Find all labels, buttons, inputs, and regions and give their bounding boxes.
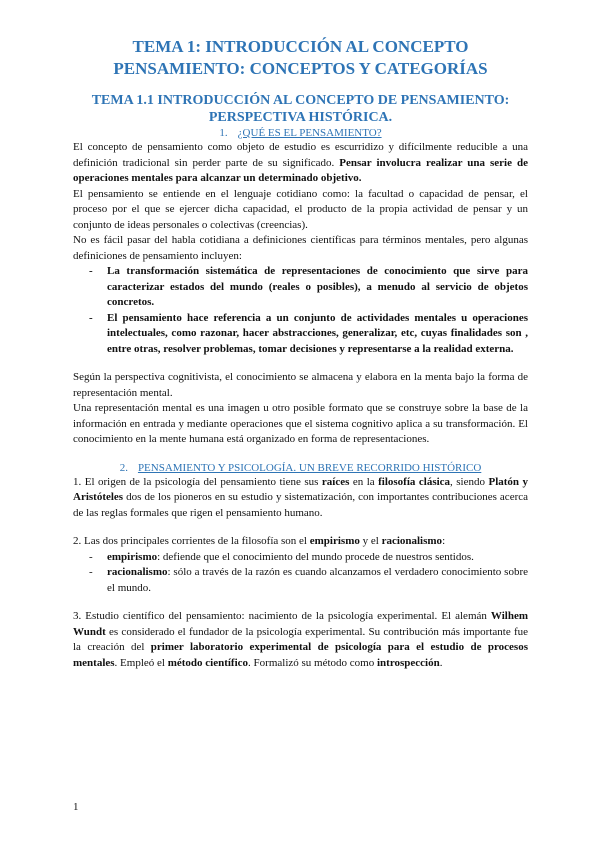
paragraph-4: Según la perspectiva cognitivista, el conocimiento se almacena y elabora en la menta bajo la forma de representación mental. xyxy=(73,371,528,399)
current-item-empirismo: - empirismo: defiende que el conocimiento del mundo procede de nuestros sentidos. xyxy=(89,550,528,566)
paragraph-3: No es fácil pasar del habla cotidiana a definiciones científicas para términos mentales, pero algunas definiciones de pensamiento incluyen: xyxy=(73,234,528,262)
current-item-racionalismo: - racionalismo: sólo a través de la razón es cuando alcanzamos el verdadero conocimiento sobre el mundo. xyxy=(89,565,528,596)
page-number: 1 xyxy=(73,801,79,813)
paragraph-1-bold: Pensar involucra realizar una serie de operaciones mentales para alcanzar un determinado objetivo. xyxy=(73,156,528,184)
definition-item: - El pensamiento hace referencia a un conjunto de actividades mentales u operaciones intelectuales, como razonar, hacer abstracciones, generalizar, etc, cuyas finalidades son , entre otras, resolver problemas, tomar decisiones y representarse a la realidad externa. xyxy=(89,311,528,358)
document-subtitle: TEMA 1.1 INTRODUCCIÓN AL CONCEPTO DE PENSAMIENTO: PERSPECTIVA HISTÓRICA. xyxy=(91,93,510,125)
section-1-number: 1. xyxy=(219,127,228,139)
paragraph-1-text: El concepto de pensamiento como objeto de estudio es escurridizo y difícilmente reducible a una definición tradicional sin perder parte de su significado. xyxy=(73,141,528,169)
section-1-heading xyxy=(73,126,528,140)
paragraph-5: Una representación mental es una imagen u otro posible formato que se construye sobre la base de la información en entrada y mediante operaciones que el sistema cognitivo aplica a su transformación. El conocimiento en la mente humana está organizado en forma de representaciones. xyxy=(73,402,528,445)
document-body xyxy=(73,36,528,671)
history-item-2: 2. Las dos principales corrientes de la filosofía son el empirismo y el racionalismo: xyxy=(73,535,446,547)
section-2-number: 2. xyxy=(119,461,128,474)
section-2-heading xyxy=(73,461,528,475)
section-1-title: ¿QUÉ ES EL PENSAMIENTO? xyxy=(237,127,382,139)
document-title: TEMA 1: INTRODUCCIÓN AL CONCEPTO PENSAMIENTO: CONCEPTOS Y CATEGORÍAS xyxy=(113,37,488,78)
definition-item: - La transformación sistemática de representaciones de conocimiento que sirve para caracterizar estados del mundo (reales o posibles), a menudo al servicio de objetos concretos. xyxy=(89,264,528,311)
paragraph-1 xyxy=(73,140,528,187)
section-2-title: PENSAMIENTO Y PSICOLOGÍA. UN BREVE RECORRIDO HISTÓRICO xyxy=(137,461,482,474)
paragraph-2: El pensamiento se entiende en el lenguaje cotidiano como: la facultad o capacidad de pensar, el proceso por el que se ejercer dicha capacidad, el producto de la propia actividad de pensar y un conjunto de ideas personales o colectivas (creencias). xyxy=(73,187,528,231)
history-item-1: 1. El origen de la psicología del pensamiento tiene sus raíces en la filosofía clásica, siendo Platón y Aristóteles dos de los pioneros en su estudio y sistematización, con importantes contribuciones acerca de las reglas formales que rigen el pensamiento humano. xyxy=(73,475,528,519)
currents-list xyxy=(73,550,528,597)
history-item-3: 3. Estudio científico del pensamiento: nacimiento de la psicología experimental. El alemán Wilhem Wundt es considerado el fundador de la psicología experimental. Su contribución más importante fue la creación del primer laboratorio experimental de psicología para el estudio de procesos mentales. Empleó el método científico. Formalizó su método como introspección. xyxy=(73,610,528,669)
definitions-list xyxy=(73,264,528,357)
